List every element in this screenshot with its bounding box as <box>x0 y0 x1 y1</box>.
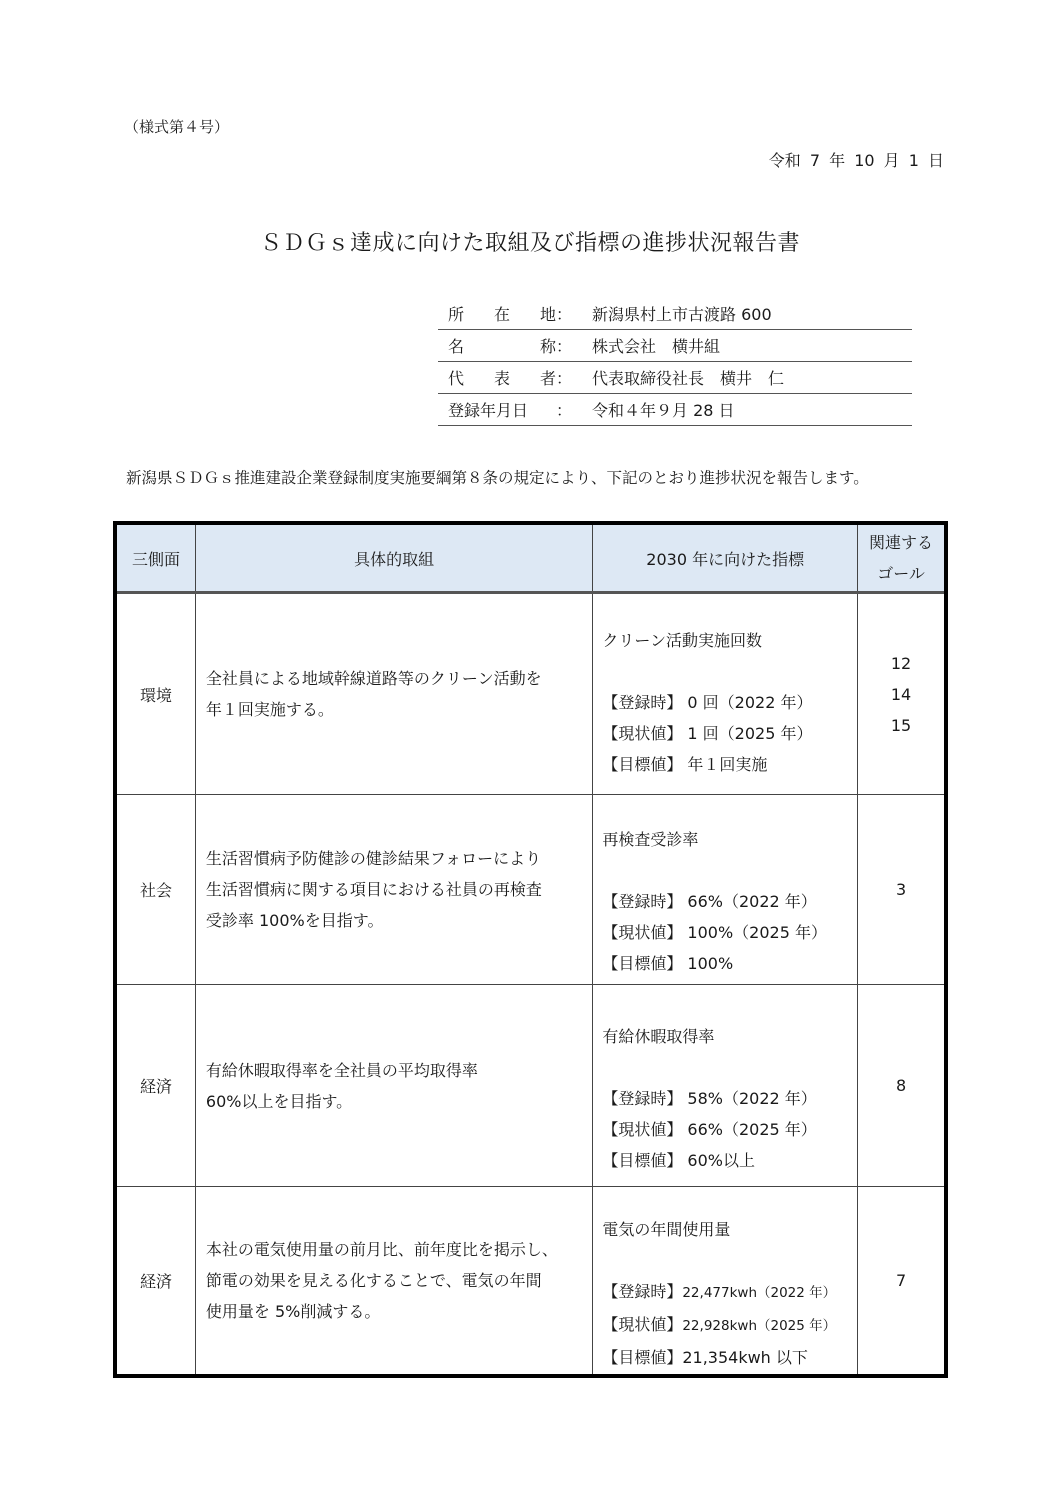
info-value-location: 新潟県村上市古渡路 600 <box>592 305 772 324</box>
indicator-current <box>602 1309 856 1342</box>
label-part: 在 <box>493 305 510 324</box>
info-colon: ： <box>556 369 573 388</box>
label-part: 表 <box>493 369 510 388</box>
indicator-baseline: 【登録時】 58%（2022 年） <box>602 1089 817 1108</box>
indicator-baseline-value: 22,477kwh（2022 年） <box>682 1285 837 1301</box>
intro-text: 新潟県ＳＤＧｓ推進建設企業登録制度実施要綱第８条の規定により、下記のとおり進捗状況を報告します。 <box>126 469 869 487</box>
aspect-cell: 環境 <box>115 593 195 795</box>
label-part: 地 <box>539 305 556 324</box>
indicator-current: 【現状値】 1 回（2025 年） <box>602 724 813 743</box>
indicator-baseline-label: 【登録時】 <box>602 1282 683 1301</box>
report-date: 令和 7 年 10 月 1 日 <box>768 151 944 170</box>
indicator-name: クリーン活動実施回数 <box>602 631 763 650</box>
indicator-cell <box>593 795 858 985</box>
info-label <box>438 398 556 421</box>
action-line: 受診率 100%を目指す。 <box>205 911 384 930</box>
indicator-baseline <box>602 1276 856 1309</box>
indicator-target: 【目標値】21,354kwh 以下 <box>602 1348 808 1367</box>
indicator-current: 【現状値】 100%（2025 年） <box>602 923 827 942</box>
info-colon: ： <box>556 305 573 324</box>
info-colon: ： <box>556 401 573 420</box>
info-label <box>438 334 556 357</box>
action-cell <box>195 1187 592 1377</box>
label-part: 者 <box>539 369 556 388</box>
info-value-registration-date: 令和４年９月 28 日 <box>592 401 735 420</box>
table-header-row <box>115 523 946 593</box>
label-part: 代 <box>448 369 465 388</box>
table-row <box>115 593 946 795</box>
indicator-baseline: 【登録時】 0 回（2022 年） <box>602 693 813 712</box>
action-cell <box>195 985 592 1187</box>
action-cell <box>195 593 592 795</box>
info-row-representative <box>438 362 912 394</box>
info-row-location <box>438 298 912 330</box>
indicator-target: 【目標値】 年１回実施 <box>602 755 768 774</box>
action-cell <box>195 795 592 985</box>
form-number: （様式第４号） <box>124 118 230 136</box>
goal-number: 15 <box>890 715 912 735</box>
goal-cell <box>858 593 946 795</box>
indicator-current: 【現状値】 66%（2025 年） <box>602 1120 817 1139</box>
label-part: 称 <box>539 337 556 356</box>
action-line: 生活習慣病に関する項目における社員の再検査 <box>205 880 542 899</box>
company-info <box>438 298 912 426</box>
info-colon: ： <box>556 337 573 356</box>
indicator-target: 【目標値】 100% <box>602 954 734 973</box>
info-row-registration-date <box>438 394 912 426</box>
header-goal <box>858 523 946 593</box>
header-indicator: 2030 年に向けた指標 <box>593 523 858 593</box>
info-label <box>438 302 556 325</box>
goal-cell <box>858 985 946 1187</box>
goal-cell <box>858 1187 946 1377</box>
action-line: 年１回実施する。 <box>205 700 334 719</box>
label-part: 所 <box>448 305 465 324</box>
header-goal-line: ゴール <box>877 564 925 583</box>
table-row <box>115 985 946 1187</box>
indicator-cell <box>593 593 858 795</box>
goal-cell <box>858 795 946 985</box>
info-value-representative: 代表取締役社長 横井 仁 <box>592 369 785 388</box>
goal-number: 8 <box>895 1076 907 1095</box>
indicator-current-label: 【現状値】 <box>602 1315 683 1334</box>
info-value-name: 株式会社 横井組 <box>592 337 721 356</box>
aspect-cell: 経済 <box>115 985 195 1187</box>
goal-number: 7 <box>895 1271 907 1290</box>
indicator-name: 再検査受診率 <box>602 830 699 849</box>
goal-number: 3 <box>895 880 907 899</box>
indicator-cell <box>593 1187 858 1377</box>
document-title: ＳＤＧｓ達成に向けた取組及び指標の進捗状況報告書 <box>259 231 800 256</box>
label-part: 登録年月日 <box>448 401 529 420</box>
info-label <box>438 366 556 389</box>
indicator-name: 有給休暇取得率 <box>602 1027 715 1046</box>
header-goal-line: 関連する <box>869 533 934 552</box>
action-line: 生活習慣病予防健診の健診結果フォローにより <box>205 849 542 868</box>
aspect-cell: 社会 <box>115 795 195 985</box>
action-line: 本社の電気使用量の前月比、前年度比を掲示し、 <box>205 1240 558 1259</box>
progress-table <box>113 521 948 1378</box>
action-line: 60%以上を目指す。 <box>205 1091 353 1111</box>
indicator-cell <box>593 985 858 1187</box>
label-part: 名 <box>448 337 465 356</box>
indicator-baseline: 【登録時】 66%（2022 年） <box>602 892 817 911</box>
table-row <box>115 1187 946 1377</box>
info-row-name <box>438 330 912 362</box>
goal-number: 14 <box>890 684 912 704</box>
header-action: 具体的取組 <box>195 523 592 593</box>
header-aspect: 三側面 <box>115 523 195 593</box>
goal-number: 12 <box>890 653 912 673</box>
indicator-target: 【目標値】 60%以上 <box>602 1151 755 1170</box>
action-line: 有給休暇取得率を全社員の平均取得率 <box>205 1060 478 1080</box>
indicator-current-value: 22,928kwh（2025 年） <box>682 1318 837 1334</box>
indicator-name: 電気の年間使用量 <box>602 1220 731 1239</box>
aspect-cell: 経済 <box>115 1187 195 1377</box>
table-row <box>115 795 946 985</box>
action-line: 節電の効果を見える化することで、電気の年間 <box>205 1271 542 1290</box>
action-line: 全社員による地域幹線道路等のクリーン活動を <box>205 669 542 688</box>
action-line: 使用量を 5%削減する。 <box>205 1302 381 1321</box>
